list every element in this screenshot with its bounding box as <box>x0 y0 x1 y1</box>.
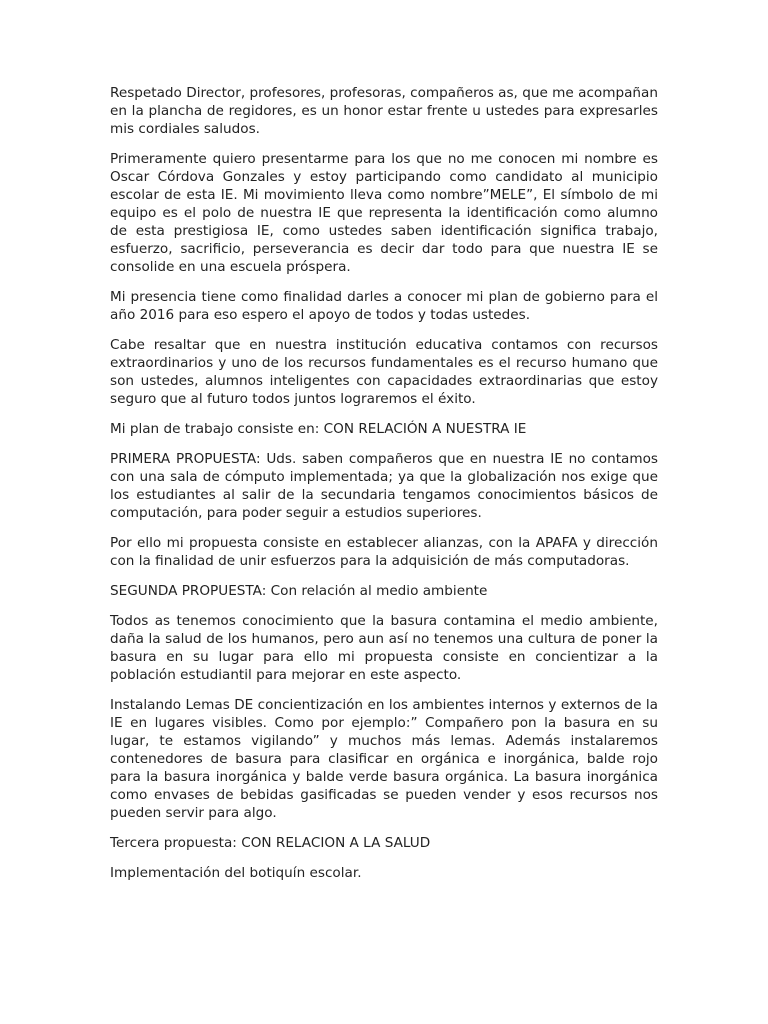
heading-second-proposal: SEGUNDA PROPUESTA: Con relación al medio ambiente <box>110 583 488 599</box>
paragraph-resources: Cabe resaltar que en nuestra institución educativa contamos con recursos extraordinarios y uno de los recursos fundamentales es el recurso humano que son ustedes, alumnos inteligentes con capacidades extraordinarias que estoy seguro que al futuro todos juntos lograremos el éxito. <box>110 337 658 407</box>
paragraph-first-aid-kit: Implementación del botiquín escolar. <box>110 865 362 881</box>
paragraph-environment: Todos as tenemos conocimiento que la basura contamina el medio ambiente, daña la salud de los humanos, pero aun así no tenemos una cultura de poner la basura en su lugar para ello mi propuesta consiste en concientizar a la población estudiantil para mejorar en este aspecto. <box>110 613 658 683</box>
paragraph-purpose: Mi presencia tiene como finalidad darles a conocer mi plan de gobierno para el año 2016 para eso espero el apoyo de todos y todas ustedes. <box>110 289 658 323</box>
paragraph-introduction: Primeramente quiero presentarme para los que no me conocen mi nombre es Oscar Córdova Gonzales y estoy participando como candidato al municipio escolar de esta IE. Mi movimiento lleva como nombre”MELE”, El símbolo de mi equipo es el polo de nuestra IE que representa la identificación como alumno de esta prestigiosa IE, como ustedes saben identificación significa trabajo, esfuerzo, sacrificio, perseverancia es decir dar todo para que nuestra IE se consolide en una escuela próspera. <box>110 151 658 275</box>
paragraph-greeting: Respetado Director, profesores, profesoras, compañeros as, que me acompañan en la plancha de regidores, es un honor estar frente u ustedes para expresarles mis cordiales saludos. <box>110 85 658 137</box>
heading-work-plan: Mi plan de trabajo consiste en: CON RELACIÓN A NUESTRA IE <box>110 421 527 437</box>
paragraph-first-proposal: PRIMERA PROPUESTA: Uds. saben compañeros que en nuestra IE no contamos con una sala de cómputo implementada; ya que la globalización nos exige que los estudiantes al salir de la secundaria tengamos conocimientos básicos de computación, para poder seguir a estudios superiores. <box>110 451 658 521</box>
paragraph-slogans: Instalando Lemas DE concientización en los ambientes internos y externos de la IE en lugares visibles. Como por ejemplo:” Compañero pon la basura en su lugar, te estamos vigilando” y muchos más lemas. Además instalaremos contenedores de basura para clasificar en orgánica e inorgánica, balde rojo para la basura inorgánica y balde verde basura orgánica. La basura inorgánica como envases de bebidas gasificadas se pueden vender y esos recursos nos pueden servir para algo. <box>110 697 658 821</box>
heading-third-proposal: Tercera propuesta: CON RELACION A LA SALUD <box>110 835 431 851</box>
paragraph-first-proposal-detail: Por ello mi propuesta consiste en establecer alianzas, con la APAFA y dirección con la finalidad de unir esfuerzos para la adquisición de más computadoras. <box>110 535 658 569</box>
